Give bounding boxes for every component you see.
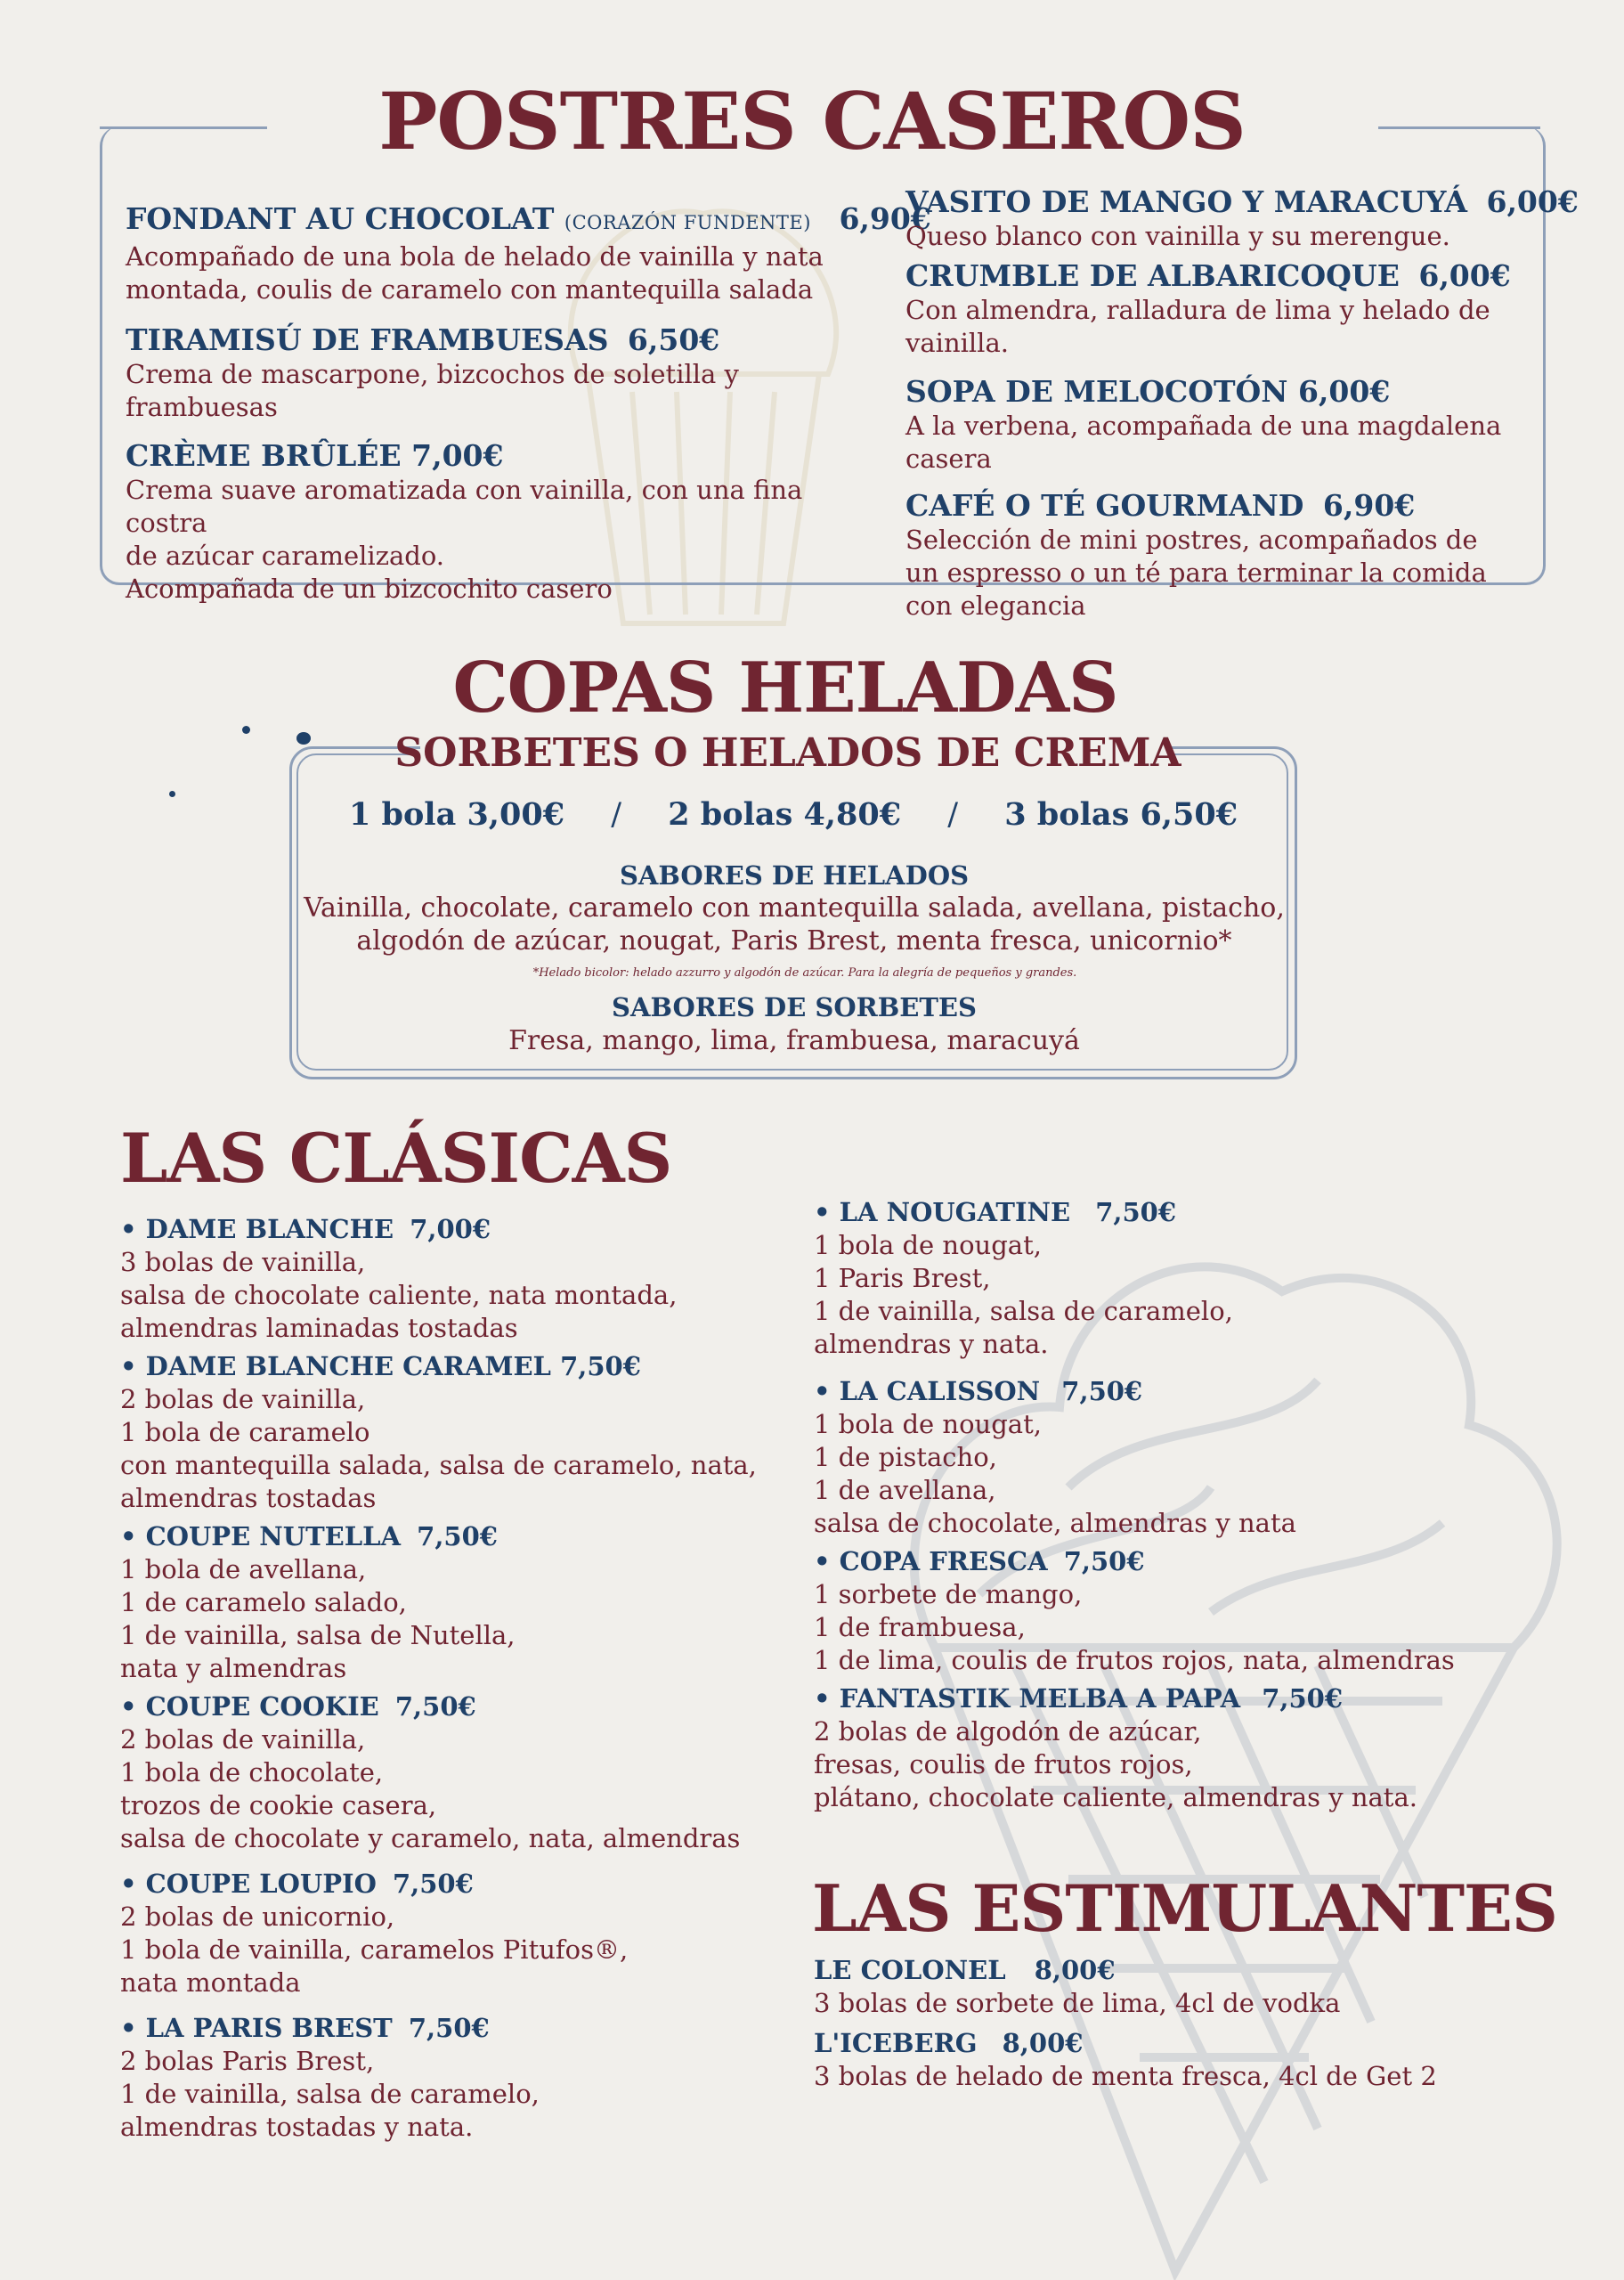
item-desc-3: salsa de chocolate, almendras y nata	[814, 1508, 1296, 1538]
copas-subtitle: SORBETES O HELADOS DE CREMA	[394, 730, 1181, 776]
postres-left-column	[126, 201, 931, 606]
item-price: 6,50€	[627, 322, 720, 357]
item-desc-0: Con almendra, ralladura de lima y helado de	[905, 295, 1490, 325]
item-desc-0: 3 bolas de sorbete de lima, 4cl de vodka	[814, 1988, 1341, 2018]
item-desc-1: 1 de caramelo salado,	[120, 1587, 407, 1617]
menu-item	[814, 2027, 1597, 2093]
postres-right-column	[905, 184, 1618, 623]
item-title: • LA NOUGATINE 7,50€	[814, 1197, 1177, 1227]
helados-line-1: Vainilla, chocolate, caramelo con mantequilla salada, avellana, pistacho,	[304, 892, 1285, 924]
item-title: VASITO DE MANGO Y MARACUYÁ 6,00€	[905, 184, 1579, 219]
item-desc-0: A la verbena, acompañada de una magdalena	[905, 411, 1502, 441]
item-price: 8,00€	[1002, 2028, 1084, 2058]
item-title: • LA CALISSON 7,50€	[814, 1376, 1143, 1406]
item-desc-0: Crema suave aromatizada con vainilla, con una fina costra	[126, 475, 803, 538]
item-desc-0: Acompañado de una bola de helado de vainilla y nata	[126, 241, 824, 272]
menu-item	[126, 201, 931, 306]
item-desc-0: 2 bolas de vainilla,	[120, 1724, 366, 1755]
price-1-bola: 1 bola 3,00€	[348, 796, 565, 833]
item-price: 7,50€	[1063, 1546, 1145, 1576]
item-desc-2: con mantequilla salada, salsa de caramelo, nata,	[120, 1450, 757, 1480]
item-price: 7,50€	[394, 1691, 476, 1722]
copas-title: COPAS HELADAS	[452, 647, 1118, 729]
item-desc-0: 3 bolas de vainilla,	[120, 1247, 366, 1277]
item-desc-2: 1 de vainilla, salsa de Nutella,	[120, 1620, 516, 1650]
menu-item	[814, 1545, 1579, 1677]
menu-item	[126, 438, 891, 606]
menu-item	[814, 1196, 1579, 1361]
item-desc-1: de azúcar caramelizado.	[126, 541, 444, 571]
item-desc-1: un espresso o un té para terminar la comida	[905, 558, 1487, 588]
item-title: • COPA FRESCA 7,50€	[814, 1546, 1145, 1576]
menu-item	[120, 1350, 797, 1515]
estimulantes-column	[814, 1954, 1597, 2093]
item-desc-0: 1 sorbete de mango,	[814, 1579, 1083, 1609]
item-desc-2: plátano, chocolate caliente, almendras y nata.	[814, 1782, 1417, 1812]
item-desc-3: almendras tostadas	[120, 1483, 377, 1513]
item-price: 7,50€	[1095, 1197, 1177, 1227]
item-desc-2: almendras laminadas tostadas	[120, 1313, 518, 1343]
item-title: LE COLONEL 8,00€	[814, 1955, 1116, 1985]
menu-item	[814, 1375, 1579, 1540]
item-title: • COUPE NUTELLA 7,50€	[120, 1521, 498, 1551]
item-title: • DAME BLANCHE CARAMEL 7,50€	[120, 1351, 641, 1381]
item-note: (CORAZÓN FUNDENTE)	[564, 212, 811, 233]
item-desc-0: Queso blanco con vainilla y su merengue.	[905, 221, 1450, 251]
item-desc-2: 1 de avellana,	[814, 1475, 996, 1505]
item-desc-1: 1 bola de caramelo	[120, 1417, 370, 1447]
item-title: CRÈME BRÛLÉE 7,00€	[126, 438, 504, 473]
item-desc-1: salsa de chocolate caliente, nata montada,	[120, 1280, 678, 1310]
item-title: • COUPE COOKIE 7,50€	[120, 1691, 476, 1722]
item-title: • FANTASTIK MELBA A PAPA 7,50€	[814, 1683, 1344, 1714]
clasicas-title: LAS CLÁSICAS	[120, 1119, 672, 1198]
item-desc-0: 2 bolas de algodón de azúcar,	[814, 1716, 1202, 1747]
item-price: 7,50€	[417, 1521, 498, 1551]
item-title: SOPA DE MELOCOTÓN 6,00€	[905, 374, 1391, 409]
item-desc-0: 3 bolas de helado de menta fresca, 4cl de Get 2	[814, 2061, 1437, 2091]
item-price: 7,50€	[408, 2013, 490, 2043]
item-desc-1: 1 de vainilla, salsa de caramelo,	[120, 2079, 540, 2109]
menu-item	[814, 1954, 1597, 2020]
item-price: 7,00€	[411, 438, 504, 473]
helados-title: SABORES DE HELADOS	[619, 860, 970, 891]
sorbetes-title: SABORES DE SORBETES	[612, 992, 977, 1022]
item-desc-1: fresas, coulis de frutos rojos,	[814, 1749, 1193, 1779]
item-desc-1: 1 de pistacho,	[814, 1442, 997, 1472]
item-title: • LA PARIS BREST 7,50€	[120, 2013, 490, 2043]
item-title: TIRAMISÚ DE FRAMBUESAS 6,50€	[126, 322, 720, 357]
item-desc-1: vainilla.	[905, 328, 1009, 358]
item-price: 7,50€	[1061, 1376, 1143, 1406]
price-2-bolas: 2 bolas 4,80€	[668, 796, 902, 833]
item-desc-2: trozos de cookie casera,	[120, 1790, 437, 1820]
item-desc-0: 1 bola de avellana,	[120, 1554, 367, 1584]
menu-item	[120, 1690, 797, 1855]
item-desc-0: 2 bolas de unicornio,	[120, 1901, 395, 1932]
item-desc-0: 2 bolas de vainilla,	[120, 1384, 366, 1414]
postres-title: POSTRES CASEROS	[378, 75, 1246, 167]
item-desc-2: nata montada	[120, 1967, 301, 1998]
item-price: 6,00€	[1297, 374, 1391, 409]
item-price: 6,90€	[1322, 488, 1416, 523]
item-price: 7,50€	[560, 1351, 641, 1381]
item-price: 6,00€	[1418, 258, 1511, 293]
price-3-bolas: 3 bolas 6,50€	[1004, 796, 1238, 833]
item-price: 6,90€	[839, 201, 931, 236]
item-desc-1: 1 bola de chocolate,	[120, 1757, 384, 1787]
helados-line-2: algodón de azúcar, nougat, Paris Brest, menta fresca, unicornio*	[356, 925, 1232, 957]
sorbetes-line: Fresa, mango, lima, frambuesa, maracuyá	[508, 1025, 1080, 1056]
menu-item	[905, 488, 1618, 623]
price-separator: /	[611, 797, 622, 833]
item-desc-2: 1 de vainilla, salsa de caramelo,	[814, 1296, 1233, 1326]
menu-item	[120, 1868, 797, 1999]
clasicas-left-column	[120, 1213, 797, 2144]
item-title: L'ICEBERG 8,00€	[814, 2028, 1084, 2058]
item-desc-2: con elegancia	[905, 590, 1086, 621]
menu-item	[120, 1213, 797, 1345]
item-desc-2: 1 de lima, coulis de frutos rojos, nata, almendras	[814, 1645, 1455, 1675]
item-price: 6,00€	[1486, 184, 1579, 219]
menu-item	[905, 184, 1618, 253]
menu-item	[905, 374, 1618, 476]
item-desc-0: 1 bola de nougat,	[814, 1230, 1042, 1260]
item-desc-0: Crema de mascarpone, bizcochos de soletilla y frambuesas	[126, 359, 739, 422]
copas-prices	[0, 795, 1587, 835]
menu-item	[120, 1520, 797, 1685]
item-price: 8,00€	[1034, 1955, 1116, 1985]
item-title: CAFÉ O TÉ GOURMAND 6,90€	[905, 488, 1416, 523]
menu-item	[126, 322, 891, 424]
item-title: • COUPE LOUPIO 7,50€	[120, 1869, 474, 1899]
item-desc-1: 1 Paris Brest,	[814, 1263, 991, 1293]
item-desc-1: 1 bola de vainilla, caramelos Pitufos®,	[120, 1934, 629, 1965]
item-price: 7,50€	[392, 1869, 474, 1899]
item-desc-3: salsa de chocolate y caramelo, nata, almendras	[120, 1823, 741, 1853]
estimulantes-title: LAS ESTIMULANTES	[812, 1870, 1557, 1946]
item-desc-3: almendras y nata.	[814, 1329, 1049, 1359]
item-price: 7,00€	[410, 1214, 491, 1244]
clasicas-right-column	[814, 1196, 1579, 1814]
item-desc-0: 2 bolas Paris Brest,	[120, 2046, 375, 2076]
menu-item	[120, 2012, 797, 2144]
menu-item	[814, 1682, 1579, 1814]
helados-footnote: *Helado bicolor: helado azzurro y algodón de azúcar. Para la alegría de pequeños y grandes.	[532, 966, 1077, 980]
item-desc-3: nata y almendras	[120, 1653, 347, 1683]
item-desc-0: 1 bola de nougat,	[814, 1409, 1042, 1439]
item-title: CRUMBLE DE ALBARICOQUE 6,00€	[905, 258, 1511, 293]
price-separator: /	[947, 797, 959, 833]
item-desc-1: casera	[905, 444, 992, 474]
item-desc-0: Selección de mini postres, acompañados de	[905, 525, 1478, 555]
item-desc-2: almendras tostadas y nata.	[120, 2112, 474, 2142]
item-desc-2: Acompañada de un bizcochito casero	[126, 574, 613, 604]
menu-item	[905, 258, 1618, 360]
item-title: • DAME BLANCHE 7,00€	[120, 1214, 491, 1244]
item-title: FONDANT AU CHOCOLAT (CORAZÓN FUNDENTE) 6,90€	[126, 201, 931, 236]
item-desc-1: montada, coulis de caramelo con mantequilla salada	[126, 274, 814, 305]
item-price: 7,50€	[1262, 1683, 1344, 1714]
item-desc-1: 1 de frambuesa,	[814, 1612, 1026, 1642]
